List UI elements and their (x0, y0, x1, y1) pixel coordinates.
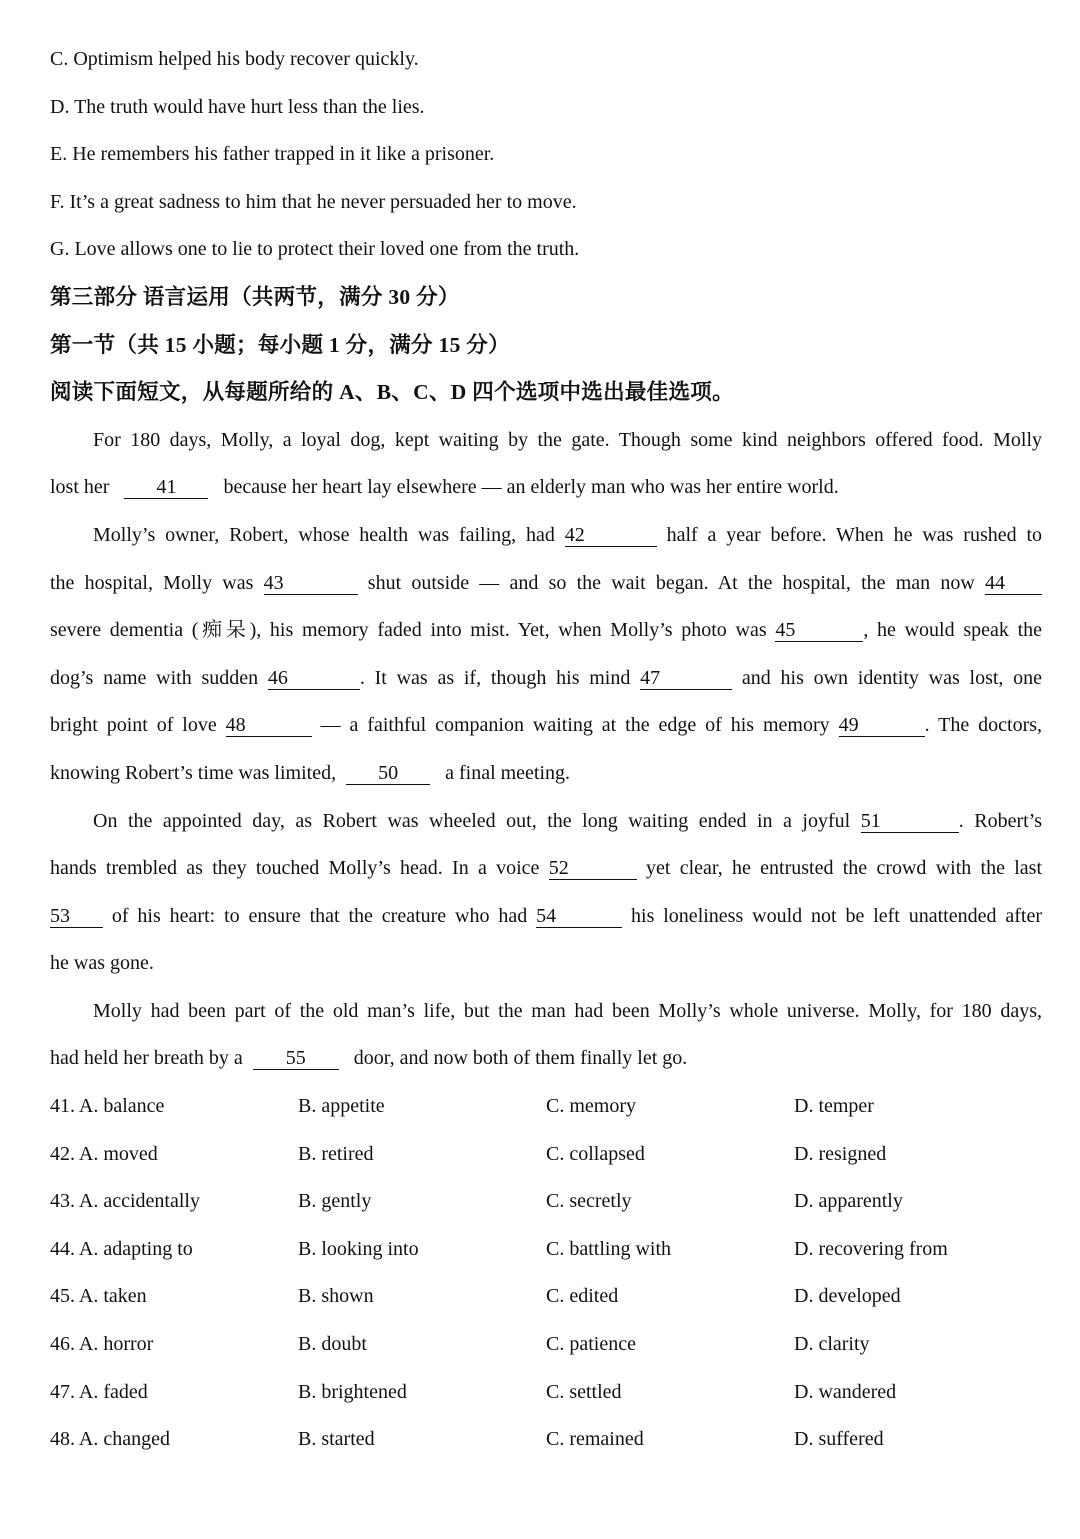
option-a[interactable]: 46. A. horror (50, 1333, 154, 1356)
blank-43[interactable]: 43 (264, 572, 358, 595)
option-d[interactable]: D. recovering from (794, 1237, 948, 1260)
option-b[interactable]: B. looking into (298, 1237, 419, 1260)
passage-line: For 180 days, Molly, a loyal dog, kept waiting by the gate. Though some kind neighbors offered food. Molly (93, 428, 1042, 451)
option-c[interactable]: C. memory (546, 1095, 636, 1118)
question-row (50, 1369, 1042, 1417)
passage-line: dog’s name with sudden 46 . It was as if, though his mind 47 and his own identity was lost, one (50, 666, 1042, 689)
question-row (50, 1131, 1042, 1179)
blank-50[interactable]: 50 (346, 762, 430, 785)
option-a[interactable]: 44. A. adapting to (50, 1237, 193, 1260)
passage-line: severe dementia (痴呆), his memory faded into mist. Yet, when Molly’s photo was 45 , he would speak the (50, 619, 1042, 642)
option-b[interactable]: B. retired (298, 1142, 374, 1165)
option-b[interactable]: B. doubt (298, 1333, 367, 1356)
option-c[interactable]: C. settled (546, 1380, 622, 1403)
blank-45[interactable]: 45 (775, 619, 863, 642)
option-c[interactable]: C. remained (546, 1428, 644, 1451)
blank-42[interactable]: 42 (565, 524, 657, 547)
option-a[interactable]: 45. A. taken (50, 1285, 147, 1308)
option-b[interactable]: B. gently (298, 1190, 372, 1213)
option-d[interactable]: D. resigned (794, 1142, 887, 1165)
prev-option-g: G. Love allows one to lie to protect their loved one from the truth. (50, 238, 580, 261)
passage-line: Molly’s owner, Robert, whose health was failing, had 42 half a year before. When he was rushed to (93, 523, 1042, 546)
option-d[interactable]: D. wandered (794, 1380, 897, 1403)
blank-51[interactable]: 51 (861, 810, 959, 833)
question-row (50, 1226, 1042, 1274)
section-heading: 第一节（共 15 小题；每小题 1 分，满分 15 分） (50, 332, 510, 357)
option-d[interactable]: D. temper (794, 1095, 874, 1118)
blank-54[interactable]: 54 (536, 905, 622, 928)
passage-line: hands trembled as they touched Molly’s head. In a voice 52 yet clear, he entrusted the crowd with the last (50, 857, 1042, 880)
blank-46[interactable]: 46 (268, 667, 360, 690)
option-a[interactable]: 42. A. moved (50, 1142, 158, 1165)
blank-49[interactable]: 49 (839, 714, 925, 737)
blank-52[interactable]: 52 (549, 857, 637, 880)
blank-44[interactable]: 44 (985, 572, 1042, 595)
option-c[interactable]: C. patience (546, 1333, 636, 1356)
passage-line: knowing Robert’s time was limited, 50 a final meeting. (50, 761, 571, 784)
option-a[interactable]: 41. A. balance (50, 1095, 165, 1118)
option-a[interactable]: 48. A. changed (50, 1428, 170, 1451)
question-list (50, 1083, 1042, 1464)
option-c[interactable]: C. edited (546, 1285, 619, 1308)
option-d[interactable]: D. suffered (794, 1428, 884, 1451)
passage-line: lost her 41 because her heart lay elsewhere — an elderly man who was her entire world. (50, 476, 839, 499)
question-row (50, 1083, 1042, 1131)
prev-option-e: E. He remembers his father trapped in it like a prisoner. (50, 143, 495, 166)
passage-line: he was gone. (50, 952, 154, 975)
prev-option-d: D. The truth would have hurt less than the lies. (50, 95, 425, 118)
passage-line: bright point of love 48 — a faithful companion waiting at the edge of his memory 49 . The doctors, (50, 714, 1042, 737)
passage-line: Molly had been part of the old man’s life, but the man had been Molly’s whole universe. Molly, for 180 days, (93, 999, 1042, 1022)
part-heading: 第三部分 语言运用（共两节，满分 30 分） (50, 284, 460, 309)
option-a[interactable]: 43. A. accidentally (50, 1190, 200, 1213)
passage-line: the hospital, Molly was 43 shut outside — and so the wait began. At the hospital, the man now 44 (50, 560, 1042, 608)
option-a[interactable]: 47. A. faded (50, 1380, 148, 1403)
question-row (50, 1416, 1042, 1464)
option-b[interactable]: B. shown (298, 1285, 374, 1308)
option-d[interactable]: D. developed (794, 1285, 901, 1308)
passage-line: On the appointed day, as Robert was wheeled out, the long waiting ended in a joyful 51 . Robert’s (93, 809, 1042, 832)
option-b[interactable]: B. started (298, 1428, 375, 1451)
question-row (50, 1273, 1042, 1321)
option-c[interactable]: C. secretly (546, 1190, 632, 1213)
question-row (50, 1178, 1042, 1226)
option-c[interactable]: C. battling with (546, 1237, 671, 1260)
option-d[interactable]: D. apparently (794, 1190, 903, 1213)
option-c[interactable]: C. collapsed (546, 1142, 645, 1165)
option-d[interactable]: D. clarity (794, 1333, 870, 1356)
blank-41[interactable]: 41 (124, 476, 208, 499)
blank-53[interactable]: 53 (50, 905, 103, 928)
blank-48[interactable]: 48 (226, 714, 312, 737)
passage-line: had held her breath by a 55 door, and now both of them finally let go. (50, 1047, 688, 1070)
blank-47[interactable]: 47 (640, 667, 732, 690)
question-row (50, 1321, 1042, 1369)
option-b[interactable]: B. brightened (298, 1380, 407, 1403)
blank-55[interactable]: 55 (253, 1047, 339, 1070)
option-b[interactable]: B. appetite (298, 1095, 385, 1118)
instruction-heading: 阅读下面短文，从每题所给的 A、B、C、D 四个选项中选出最佳选项。 (50, 380, 734, 405)
passage-line: 53 of his heart: to ensure that the creature who had 54 his loneliness would not be left unattended after (50, 904, 1042, 927)
prev-option-f: F. It’s a great sadness to him that he never persuaded her to move. (50, 190, 577, 213)
prev-option-c: C. Optimism helped his body recover quickly. (50, 48, 419, 70)
exam-page (50, 36, 1042, 1464)
